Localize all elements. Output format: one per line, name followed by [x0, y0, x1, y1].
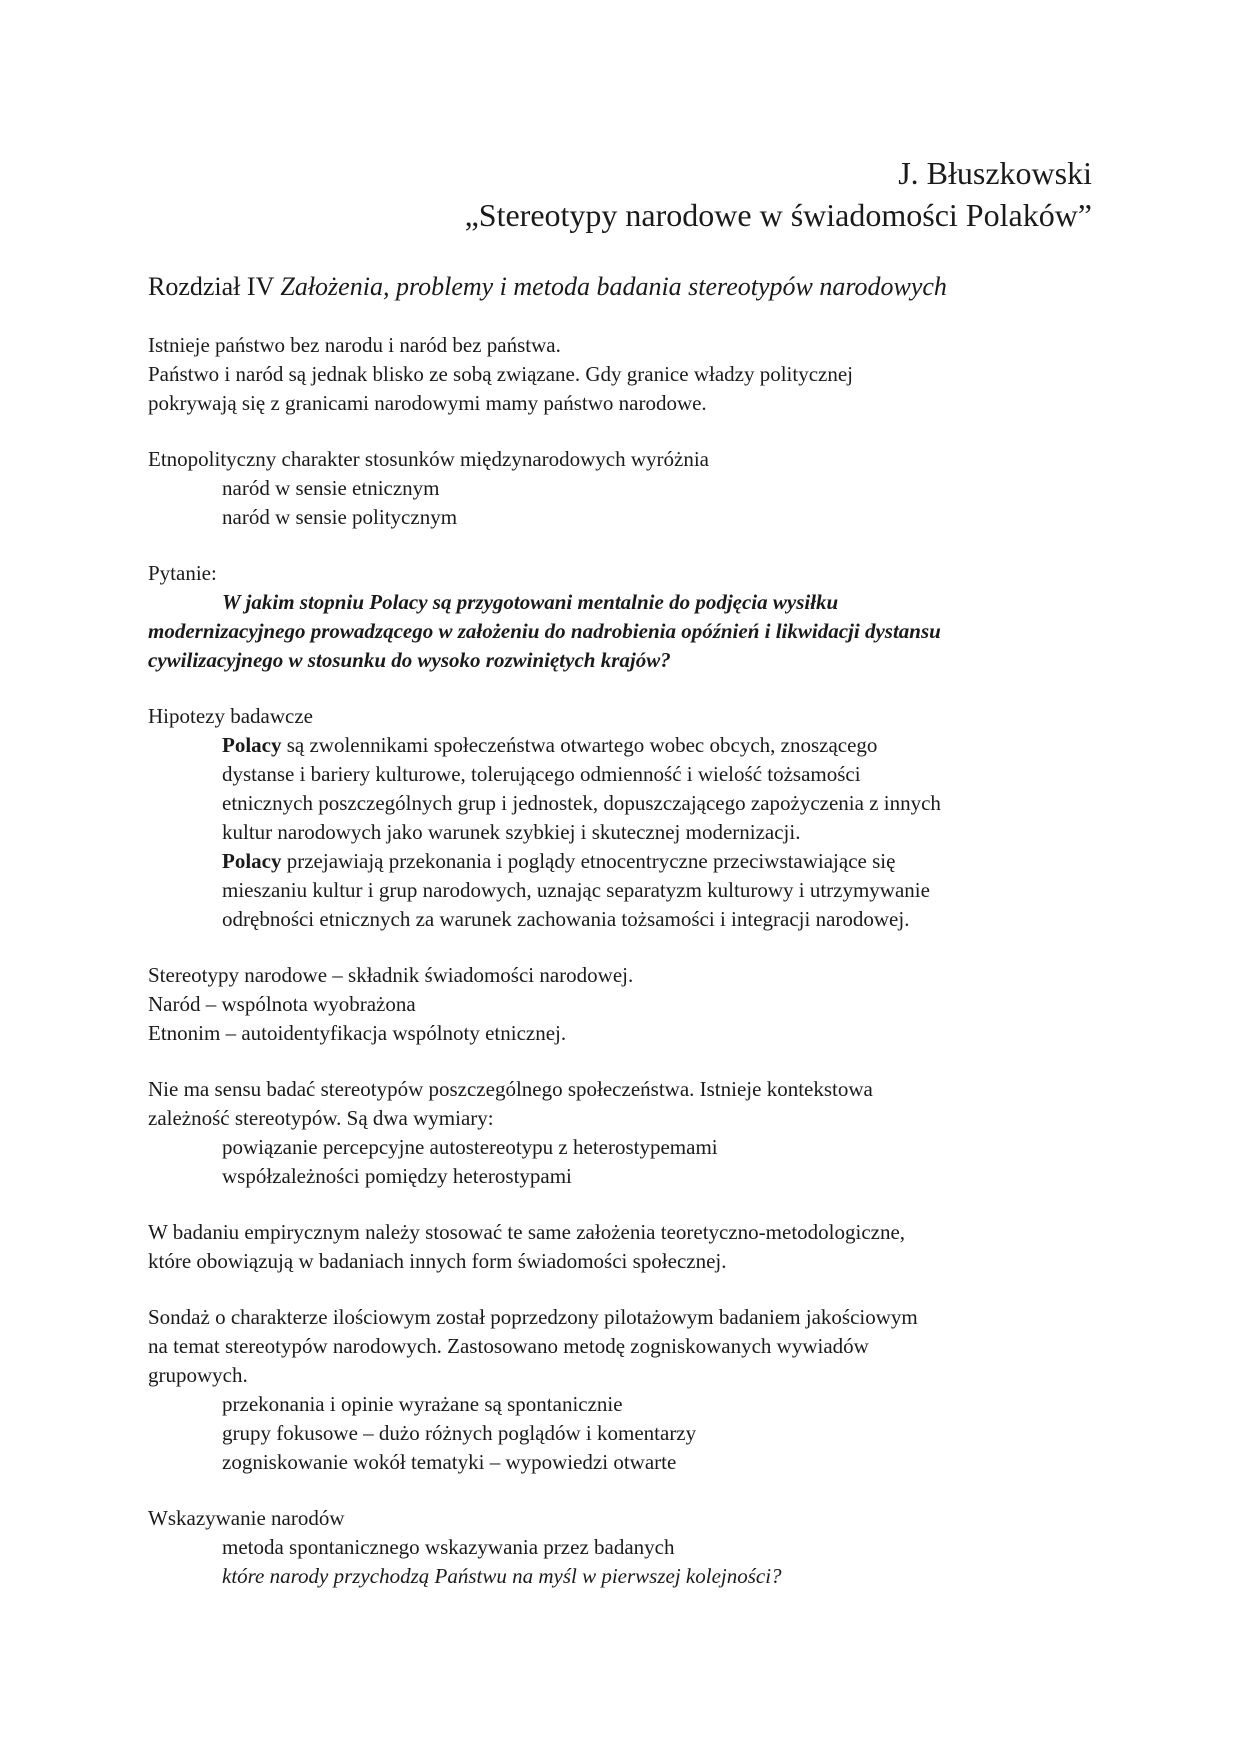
hypotheses-label: Hipotezy badawcze	[148, 704, 313, 728]
question-label: Pytanie:	[148, 561, 217, 585]
list-item: zogniskowanie wokół tematyki – wypowiedzi otwarte	[222, 1450, 677, 1474]
definition-line: Etnonim – autoidentyfikacja wspólnoty etnicznej.	[148, 1021, 567, 1045]
hypothesis-line: odrębności etnicznych za warunek zachowania tożsamości i integracji narodowej.	[222, 907, 910, 931]
list-item: naród w sensie etnicznym	[222, 476, 440, 500]
hypothesis-line: kultur narodowych jako warunek szybkiej i skutecznej modernizacji.	[222, 820, 801, 844]
hypothesis-text: są zwolennikami społeczeństwa otwartego wobec obcych, znoszącego	[281, 733, 878, 757]
paragraph-line: Istnieje państwo bez narodu i naród bez państwa.	[148, 333, 561, 357]
paragraph-line: W badaniu empirycznym należy stosować te same założenia teoretyczno-metodologiczne,	[148, 1220, 906, 1244]
paragraph-line: na temat stereotypów narodowych. Zastosowano metodę zogniskowanych wywiadów	[148, 1334, 869, 1358]
research-question: cywilizacyjnego w stosunku do wysoko rozwiniętych krajów?	[148, 648, 671, 672]
paragraph-line: grupowych.	[148, 1363, 248, 1387]
list-item: powiązanie percepcyjne autostereotypu z heterostypemami	[222, 1135, 718, 1159]
hypothesis-subject: Polacy	[222, 733, 282, 757]
paragraph-line: Nie ma sensu badać stereotypów poszczególnego społeczeństwa. Istnieje kontekstowa	[148, 1077, 873, 1101]
survey-question: które narody przychodzą Państwu na myśl w pierwszej kolejności?	[222, 1564, 782, 1588]
list-item: metoda spontanicznego wskazywania przez badanych	[222, 1535, 675, 1559]
hypothesis-line	[148, 731, 1098, 760]
document-header	[465, 152, 1092, 236]
research-question: modernizacyjnego prowadzącego w założeniu do nadrobienia opóźnień i likwidacji dystansu	[148, 619, 941, 643]
research-question: W jakim stopniu Polacy są przygotowani mentalnie do podjęcia wysiłku	[222, 590, 839, 614]
list-item: naród w sensie politycznym	[222, 505, 458, 529]
hypothesis-line: dystanse i bariery kulturowe, tolerującego odmienność i wielość tożsamości	[222, 762, 861, 786]
list-item: przekonania i opinie wyrażane są spontanicznie	[222, 1392, 623, 1416]
chapter-number: Rozdział IV	[148, 272, 274, 301]
chapter-heading	[148, 270, 947, 304]
chapter-title: Założenia, problemy i metoda badania stereotypów narodowych	[280, 272, 947, 301]
definition-line: Stereotypy narodowe – składnik świadomości narodowej.	[148, 963, 634, 987]
document-body	[148, 331, 1098, 1591]
hypothesis-line: mieszaniu kultur i grup narodowych, uznając separatyzm kulturowy i utrzymywanie	[222, 878, 930, 902]
hypothesis-subject: Polacy	[222, 849, 282, 873]
paragraph-line: pokrywają się z granicami narodowymi mamy państwo narodowe.	[148, 391, 707, 415]
list-item: współzależności pomiędzy heterostypami	[222, 1164, 572, 1188]
book-title: „Stereotypy narodowe w świadomości Polaków”	[464, 197, 1092, 233]
paragraph-line: Państwo i naród są jednak blisko ze sobą związane. Gdy granice władzy politycznej	[148, 362, 854, 386]
list-item: grupy fokusowe – dużo różnych poglądów i komentarzy	[222, 1421, 697, 1445]
section-label: Wskazywanie narodów	[148, 1506, 345, 1530]
hypothesis-line: etnicznych poszczególnych grup i jednostek, dopuszczającego zapożyczenia z innych	[222, 791, 941, 815]
definition-line: Naród – wspólnota wyobrażona	[148, 992, 416, 1016]
hypothesis-text: przejawiają przekonania i poglądy etnocentryczne przeciwstawiające się	[281, 849, 896, 873]
paragraph-line: Sondaż o charakterze ilościowym został poprzedzony pilotażowym badaniem jakościowym	[148, 1305, 918, 1329]
paragraph-line: zależność stereotypów. Są dwa wymiary:	[148, 1106, 494, 1130]
hypothesis-line	[148, 847, 1098, 876]
paragraph-line: które obowiązują w badaniach innych form świadomości społecznej.	[148, 1249, 727, 1273]
author-name: J. Błuszkowski	[898, 155, 1092, 191]
paragraph-line: Etnopolityczny charakter stosunków międzynarodowych wyróżnia	[148, 447, 710, 471]
